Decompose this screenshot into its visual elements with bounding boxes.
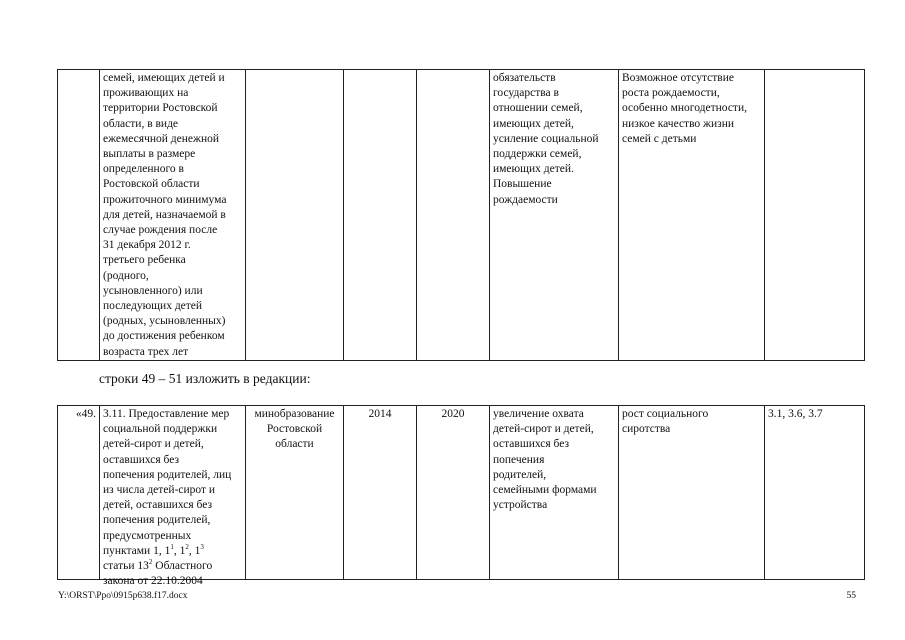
cell-executor: [246, 70, 344, 361]
measure-law: закона от 22.10.2004: [103, 575, 203, 588]
text-line: прожиточного минимума: [103, 193, 227, 206]
text-line: (родных, усыновленных): [103, 315, 226, 328]
result-text: [493, 407, 615, 513]
cell-start: [344, 70, 417, 361]
text-line: родителей,: [493, 468, 547, 481]
measure-text: [103, 71, 242, 360]
text-line: обязательств: [493, 72, 556, 84]
cell-link: [765, 70, 865, 361]
text-line: имеющих детей.: [493, 163, 574, 176]
cell-end-year: 2020: [417, 406, 490, 580]
text-line: последующих детей: [103, 300, 203, 313]
table-row: [58, 406, 865, 580]
text-line: оставшихся без: [103, 453, 180, 466]
text-line: семейными формами: [493, 484, 597, 497]
text-line: попечения родителей,: [103, 514, 211, 527]
consequence-text: [622, 407, 761, 437]
cell-start-year: 2014: [344, 406, 417, 580]
cell-end: [417, 70, 490, 361]
text-line: 3.11. Предоставление мер: [103, 408, 230, 420]
text-line: выплаты в размере: [103, 148, 196, 161]
text-line: ежемесячной денежной: [103, 132, 219, 145]
text-line: роста рождаемости,: [622, 87, 720, 100]
text-line: для детей, назначаемой в: [103, 208, 226, 221]
text-line: государства в: [493, 87, 559, 100]
cell-result: [490, 70, 619, 361]
text-line: социальной поддержки: [103, 423, 218, 436]
text-line: устройства: [493, 499, 548, 512]
text-line: области: [275, 438, 314, 451]
text-line: из числа детей-сирот и: [103, 484, 216, 497]
row-number: «49.: [58, 406, 100, 580]
text-line: проживающих на: [103, 87, 189, 100]
result-text: [493, 71, 615, 208]
text-line: минобразование: [254, 408, 335, 420]
text-line: Возможное отсутствие: [622, 72, 734, 84]
text-line: предусмотренных: [103, 529, 192, 542]
text-line: поддержки семей,: [493, 148, 582, 161]
cell-result: [490, 406, 619, 580]
text-line: имеющих детей,: [493, 117, 574, 130]
footer-page-number: 55: [846, 591, 856, 601]
cell-consequence: [619, 406, 765, 580]
text-line: территории Ростовской: [103, 102, 218, 115]
text-line: рождаемости: [493, 193, 558, 206]
measure-article: статьи $13^2$ Областного: [103, 558, 213, 573]
cell-consequence: [619, 70, 765, 361]
table-continuation: [57, 69, 865, 361]
measure-points: пунктами 1, $1^1$, $1^2$, $1^3$: [103, 543, 204, 557]
cell-executor: [246, 406, 344, 580]
text-line: детей-сирот и детей,: [493, 423, 594, 436]
text-line: до достижения ребенком: [103, 330, 225, 343]
text-line: попечения: [493, 453, 545, 466]
text-line: отношении семей,: [493, 102, 583, 115]
text-line: случае рождения после: [103, 224, 218, 237]
table-row: [58, 70, 865, 361]
text-line: (родного,: [103, 269, 149, 282]
text-line: Повышение: [493, 178, 552, 191]
text-line: Ростовской: [266, 423, 323, 436]
footer-file-path: Y:\ORST\Ppo\0915p638.f17.docx: [58, 591, 188, 601]
text-line: низкое качество жизни: [622, 117, 735, 130]
consequence-text: [622, 71, 761, 147]
cell-measure: [100, 406, 246, 588]
text-line: усыновленного) или: [103, 284, 203, 297]
text-line: рост социального: [622, 408, 709, 420]
text-line: 31 декабря 2012 г.: [103, 239, 191, 252]
cell-measure: [100, 70, 246, 361]
text-line: семей с детьми: [622, 132, 697, 145]
text-line: увеличение охвата: [493, 408, 584, 420]
text-line: третьего ребенка: [103, 254, 186, 267]
text-line: семей, имеющих детей и: [103, 72, 225, 84]
text-line: Ростовской области: [103, 178, 200, 191]
cell-number: [58, 70, 100, 361]
text-line: области, в виде: [103, 117, 179, 130]
text-line: определенного в: [103, 163, 184, 176]
text-line: детей-сирот и детей,: [103, 438, 204, 451]
text-line: детей, оставшихся без: [103, 499, 213, 512]
text-line: попечения родителей, лиц: [103, 468, 232, 481]
text-line: особенно многодетности,: [622, 102, 747, 115]
intro-text: строки 49 – 51 изложить в редакции:: [99, 371, 311, 386]
text-line: сиротства: [622, 423, 671, 436]
executor-text: [249, 407, 340, 453]
text-line: оставшихся без: [493, 438, 570, 451]
table-row-49: [57, 405, 865, 588]
text-line: возраста трех лет: [103, 345, 189, 358]
cell-link: 3.1, 3.6, 3.7: [765, 406, 865, 580]
text-line: усиление социальной: [493, 132, 599, 145]
measure-text: [103, 407, 242, 544]
